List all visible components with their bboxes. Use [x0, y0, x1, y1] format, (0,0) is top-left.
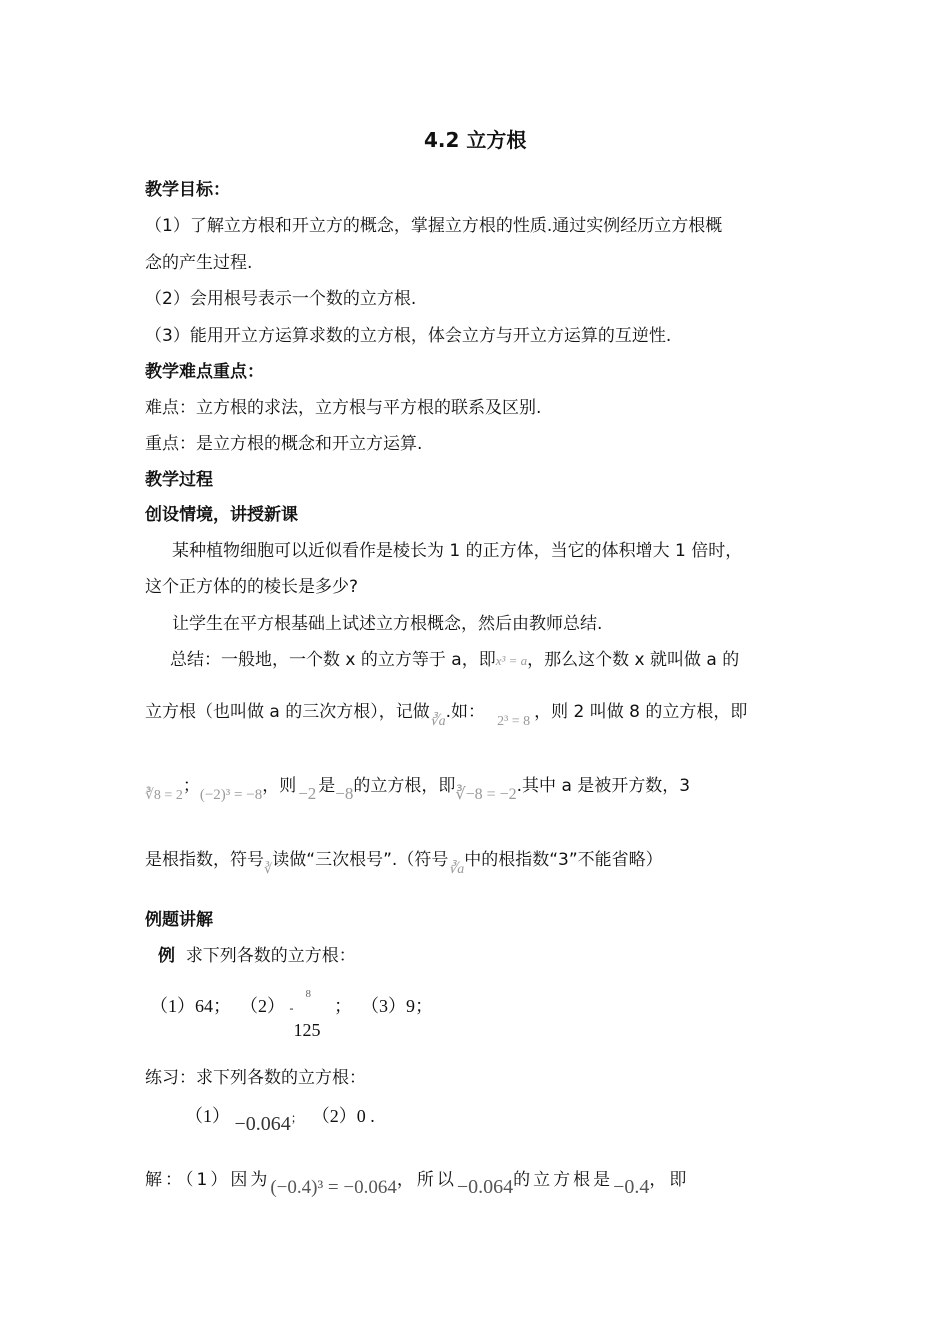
example-item-3: （3）9；	[361, 996, 433, 1016]
math-formula: (−2)³ = −8	[199, 787, 263, 803]
fraction	[289, 988, 330, 1040]
summary-line-4	[145, 849, 663, 877]
math-formula: ∛−8 = −2	[455, 786, 517, 803]
paragraph-1-cont: 这个正方体的的棱长是多少?	[145, 577, 359, 597]
practice-items	[185, 1105, 375, 1135]
practice-prompt: 练习：求下列各数的立方根：	[145, 1068, 366, 1088]
heading-process: 教学过程	[145, 470, 213, 490]
text: 是根指数，符号	[145, 850, 264, 870]
goal-3: （3）能用开立方运算求数的立方根，体会立方与开立方运算的互逆性.	[145, 326, 672, 346]
math-formula: −0.064	[234, 1113, 291, 1135]
paragraph-2: 让学生在平方根基础上试述立方根概念，然后由教师总结.	[172, 614, 603, 634]
text: ，则	[262, 776, 297, 796]
text: 是	[318, 776, 336, 796]
summary-line-1	[170, 649, 739, 672]
denominator: 125	[293, 1020, 321, 1040]
example-prompt	[158, 945, 356, 967]
heading-intro: 创设情境，讲授新课	[145, 505, 298, 525]
text: .如：	[445, 702, 486, 722]
text: ；	[182, 776, 200, 796]
math-formula: −0.4	[613, 1176, 650, 1198]
math-formula: −8	[335, 784, 354, 803]
goal-1-cont: 念的产生过程.	[145, 253, 253, 273]
example-item-2: （2）	[240, 996, 285, 1016]
page-title: 4.2 立方根	[424, 128, 527, 152]
text: 立方根（也叫做 a 的三次方根），记做	[145, 702, 430, 722]
goal-1: （1）了解立方根和开立方的概念，掌握立方根的性质.通过实例经历立方根概	[145, 216, 723, 236]
text: ，即	[649, 1170, 690, 1190]
math-formula: −0.064	[456, 1176, 514, 1198]
math-formula: ∛a	[429, 714, 446, 729]
math-formula: −2	[298, 784, 317, 803]
text: .其中 a 是被开方数，3	[516, 776, 691, 796]
numerator: 8	[305, 988, 311, 1000]
math-formula: ∛8 = 2	[145, 788, 183, 803]
heading-key: 教学难点重点：	[145, 362, 264, 382]
keypoint: 重点：是立方根的概念和开立方运算.	[145, 434, 423, 454]
text: ；	[290, 1111, 303, 1125]
practice-item-1: （1）	[185, 1106, 230, 1126]
math-formula: 2³ = 8	[497, 714, 531, 729]
text: ，则 2 叫做 8 的立方根，即	[534, 702, 748, 722]
text: 的立方根，即	[353, 776, 456, 796]
math-formula: x³ = a	[495, 653, 528, 668]
summary-line-2	[145, 701, 748, 729]
text: ，所以	[396, 1170, 457, 1190]
summary-line-3	[145, 775, 691, 803]
text: ，那么这个数 x 就叫做 a 的	[527, 650, 740, 670]
text: 总结：一般地，一个数 x 的立方等于 a，即	[170, 650, 496, 670]
heading-examples: 例题讲解	[145, 910, 213, 930]
paragraph-1: 某种植物细胞可以近似看作是棱长为 1 的正方体，当它的体积增大 1 倍时，	[172, 541, 743, 561]
text: 解：（1）因为	[145, 1170, 271, 1190]
heading-goals: 教学目标：	[145, 180, 230, 200]
solution-line	[145, 1168, 690, 1198]
text: 读做“三次根号”.（符号	[272, 850, 449, 870]
text: 的立方根是	[513, 1170, 614, 1190]
goal-2: （2）会用根号表示一个数的立方根.	[145, 289, 417, 309]
text: 求下列各数的立方根：	[185, 946, 356, 966]
example-item-1: （1）64；	[150, 996, 231, 1016]
minus-sign: -	[289, 1001, 294, 1015]
text: 中的根指数“3”不能省略）	[464, 850, 663, 870]
text: ；	[334, 996, 352, 1016]
example-items	[150, 988, 433, 1040]
math-formula: ∛a	[448, 862, 465, 877]
example-label: 例	[158, 946, 175, 966]
practice-item-2: （2）0 .	[311, 1106, 375, 1126]
math-formula: (−0.4)³ = −0.064	[270, 1177, 397, 1198]
cube-root-symbol: ∛	[264, 861, 273, 876]
difficulty: 难点：立方根的求法，立方根与平方根的联系及区别.	[145, 398, 542, 418]
